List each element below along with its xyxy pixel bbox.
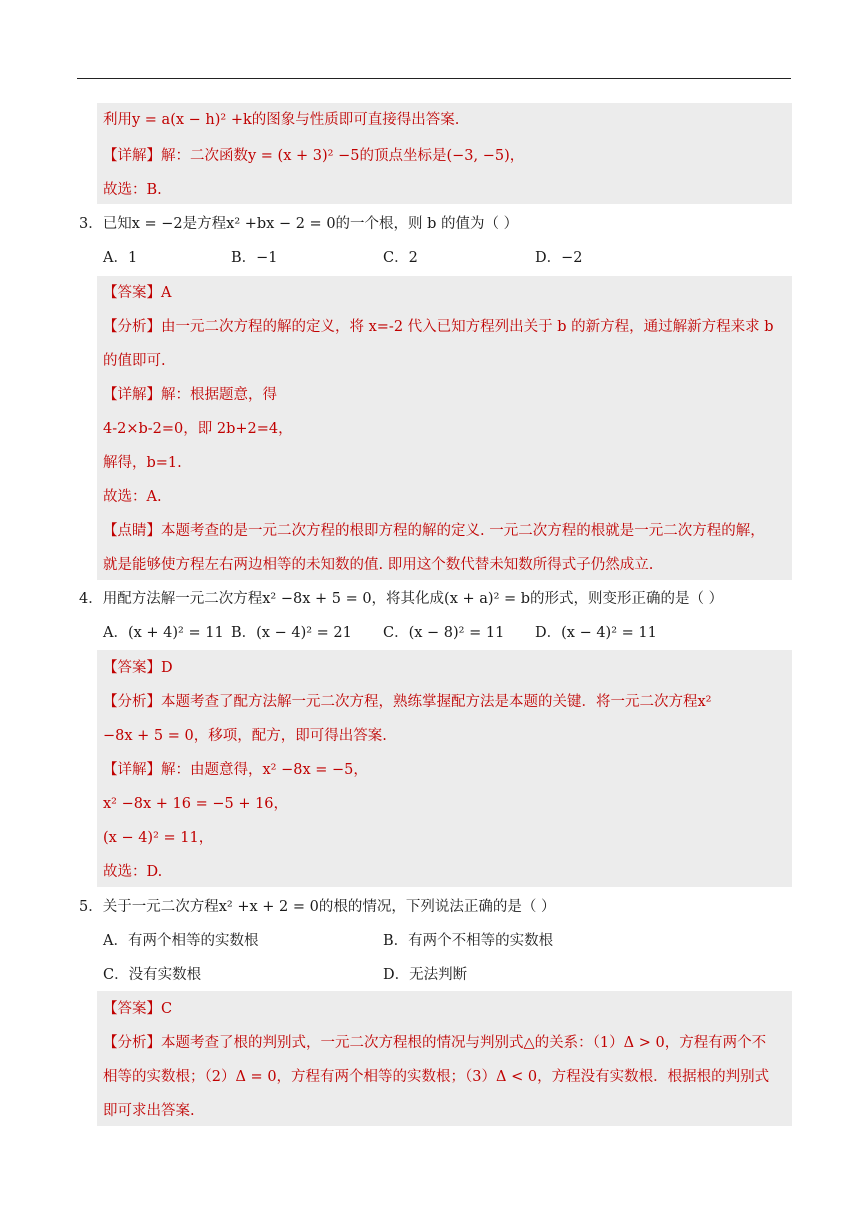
q4-answer: 【答案】D [103, 660, 173, 676]
q3-detail-line-4: 故选：A. [103, 489, 162, 505]
q3-analysis-line-2: 的值即可. [103, 353, 166, 369]
q3-detail-line-3: 解得，b=1. [103, 455, 182, 471]
q4-option-a: A．(x + 4)² = 11 [103, 625, 224, 641]
q5-option-d: D．无法判断 [383, 967, 468, 983]
q3-option-b: B．−1 [231, 250, 278, 266]
q5-analysis-line-3: 即可求出答案. [103, 1103, 195, 1119]
q4-detail-line-3: (x − 4)² = 11， [103, 830, 214, 846]
q5-analysis-line-1: 【分析】本题考查了根的判别式，一元二次方程根的情况与判别式△的关系：（1）Δ > 0，方程有两个不 [103, 1035, 767, 1051]
q3-stem: 3．已知x = −2是方程x² +bx − 2 = 0的一个根，则 b 的值为（ ） [79, 216, 519, 232]
q5-stem: 5．关于一元二次方程x² +x + 2 = 0的根的情况，下列说法正确的是（ ） [79, 899, 556, 915]
q4-stem: 4．用配方法解一元二次方程x² −8x + 5 = 0，将其化成(x + a)² = b的形式，则变形正确的是（ ） [79, 591, 724, 607]
q4-option-c: C．(x − 8)² = 11 [383, 625, 505, 641]
q5-analysis-line-2: 相等的实数根；（2）Δ = 0，方程有两个相等的实数根；（3）Δ < 0，方程没有实数根．根据根的判别式 [103, 1069, 770, 1085]
q4-detail-line-2: x² −8x + 16 = −5 + 16， [103, 796, 289, 812]
solution-block-q5 [97, 991, 792, 1126]
q3-answer: 【答案】A [103, 285, 172, 301]
q3-point-line-2: 就是能够使方程左右两边相等的未知数的值. 即用这个数代替未知数所得式子仍然成立. [103, 557, 654, 573]
q4-analysis-line-1: 【分析】本题考查了配方法解一元二次方程，熟练掌握配方法是本题的关键．将一元二次方程x² [103, 694, 712, 710]
q5-option-a: A．有两个相等的实数根 [103, 933, 259, 949]
q4-option-d: D．(x − 4)² = 11 [535, 625, 657, 641]
q2-choice-line: 故选：B. [103, 182, 162, 198]
header-rule [77, 78, 791, 79]
q5-answer: 【答案】C [103, 1001, 173, 1017]
q3-option-c: C．2 [383, 250, 418, 266]
q3-point-line-1: 【点睛】本题考查的是一元二次方程的根即方程的解的定义. 一元二次方程的根就是一元二次方程的解， [103, 523, 765, 539]
q3-option-a: A．1 [103, 250, 138, 266]
q3-analysis-line-1: 【分析】由一元二次方程的解的定义，将 x=-2 代入已知方程列出关于 b 的新方程，通过解新方程来求 b [103, 319, 774, 335]
q4-detail-line-4: 故选：D. [103, 864, 163, 880]
q5-option-b: B．有两个不相等的实数根 [383, 933, 554, 949]
q2-analysis-line: 利用y = a(x − h)² +k的图象与性质即可直接得出答案. [103, 112, 460, 128]
q4-option-b: B．(x − 4)² = 21 [231, 625, 352, 641]
q3-option-d: D．−2 [535, 250, 583, 266]
q3-detail-line-1: 【详解】解：根据题意，得 [103, 387, 277, 403]
q2-detail-line: 【详解】解：二次函数y = (x + 3)² −5的顶点坐标是(−3, −5)， [103, 148, 525, 164]
q5-option-c: C．没有实数根 [103, 967, 202, 983]
q3-detail-line-2: 4-2×b-2=0，即 2b+2=4， [103, 421, 293, 437]
q4-detail-line-1: 【详解】解：由题意得，x² −8x = −5， [103, 762, 368, 778]
q4-analysis-line-2: −8x + 5 = 0，移项，配方，即可得出答案. [103, 728, 387, 744]
